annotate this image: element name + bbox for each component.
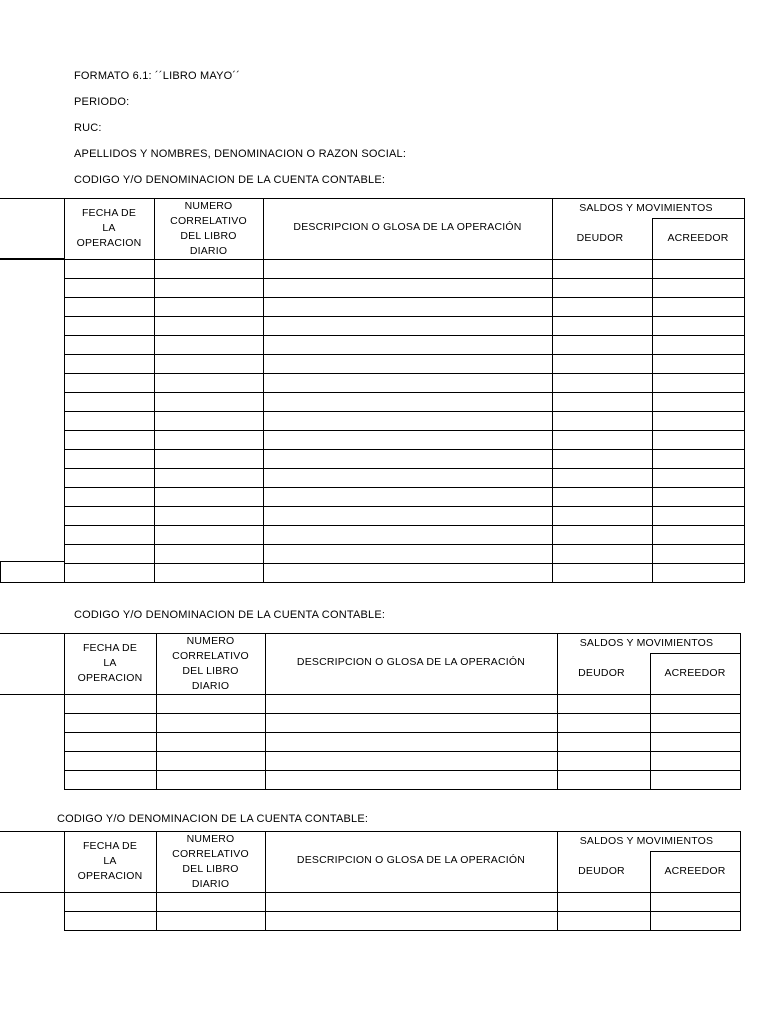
- table1-stub-header-bottom-2: [0, 258, 65, 259]
- table3-header-numero-line: DEL LIBRO: [182, 862, 239, 875]
- table2-header-fecha-line: LA: [103, 657, 117, 669]
- table-cell[interactable]: [553, 298, 652, 316]
- table-cell[interactable]: [264, 526, 552, 544]
- table2-top-border: [0, 633, 741, 634]
- table-cell[interactable]: [155, 260, 263, 278]
- table-cell[interactable]: [264, 469, 552, 487]
- table-cell[interactable]: [558, 714, 650, 732]
- table-cell[interactable]: [553, 488, 652, 506]
- table3-header-acreedor-line: ACREEDOR: [664, 865, 726, 877]
- table3-saldos-divider: [650, 851, 741, 852]
- table3-header-acreedor: [650, 864, 740, 879]
- table2-right-border: [740, 633, 741, 790]
- table3-header-numero: [153, 832, 268, 892]
- table-cell[interactable]: [65, 733, 156, 751]
- table3-header-saldos: [555, 834, 738, 849]
- table-cell[interactable]: [65, 260, 154, 278]
- table-cell[interactable]: [155, 355, 263, 373]
- table-cell[interactable]: [653, 393, 744, 411]
- table-cell[interactable]: [155, 393, 263, 411]
- table-cell[interactable]: [65, 469, 154, 487]
- table-cell[interactable]: [264, 507, 552, 525]
- section-2-cuenta-label: CODIGO Y/O DENOMINACION DE LA CUENTA CONTABLE:: [74, 609, 386, 621]
- table-cell[interactable]: [155, 545, 263, 563]
- table-cell[interactable]: [155, 412, 263, 430]
- table-cell[interactable]: [264, 488, 552, 506]
- table-cell[interactable]: [653, 317, 744, 335]
- cuenta-contable-label: CODIGO Y/O DENOMINACION DE LA CUENTA CONTABLE:: [74, 174, 386, 186]
- table-cell[interactable]: [553, 336, 652, 354]
- table2-header-descripcion-line: DESCRIPCION O GLOSA DE LA OPERACIÓN: [296, 656, 526, 668]
- table-cell[interactable]: [155, 336, 263, 354]
- table-cell[interactable]: [65, 912, 156, 930]
- table1-saldos-divider: [652, 218, 745, 219]
- table2-header-acreedor: [650, 666, 740, 681]
- razon-social-label: APELLIDOS Y NOMBRES, DENOMINACION O RAZON SOCIAL:: [74, 148, 407, 160]
- table3-header-fecha-line: LA: [103, 855, 117, 867]
- table3-header-descripcion-line: DESCRIPCION O GLOSA DE LA OPERACIÓN: [296, 854, 526, 866]
- table-cell[interactable]: [651, 733, 740, 751]
- table-cell[interactable]: [651, 714, 740, 732]
- table-cell[interactable]: [266, 695, 557, 713]
- table-cell[interactable]: [155, 469, 263, 487]
- table-cell[interactable]: [155, 317, 263, 335]
- table2-header-numero-line: CORRELATIVO: [172, 649, 249, 662]
- table1-header-numero-line: CORRELATIVO: [170, 214, 247, 227]
- table3-header-fecha-line: OPERACION: [77, 870, 143, 882]
- table-cell[interactable]: [65, 317, 154, 335]
- table1-header-numero: [151, 199, 266, 259]
- table-cell[interactable]: [651, 752, 740, 770]
- table-cell[interactable]: [653, 279, 744, 297]
- table1-header-descripcion-line: DESCRIPCION O GLOSA DE LA OPERACIÓN: [293, 221, 522, 233]
- ruc-label: RUC:: [74, 122, 102, 134]
- table-cell[interactable]: [155, 431, 263, 449]
- table-cell[interactable]: [553, 412, 652, 430]
- table3-header-fecha: [64, 839, 156, 884]
- table2-stub-top: [0, 633, 65, 634]
- table-cell[interactable]: [651, 912, 740, 930]
- table-cell[interactable]: [155, 507, 263, 525]
- table-cell[interactable]: [264, 260, 552, 278]
- table-cell[interactable]: [155, 488, 263, 506]
- table-cell[interactable]: [264, 336, 552, 354]
- table3-header-saldos-line: SALDOS Y MOVIMIENTOS: [579, 834, 714, 847]
- table-cell[interactable]: [65, 336, 154, 354]
- table2-header-numero-line: DEL LIBRO: [182, 664, 239, 677]
- table-cell[interactable]: [65, 374, 154, 392]
- table-cell[interactable]: [65, 488, 154, 506]
- table1-right-border: [744, 198, 745, 583]
- table3-header-numero-line: CORRELATIVO: [172, 847, 249, 860]
- table1-top-border: [0, 198, 745, 199]
- table-cell[interactable]: [264, 545, 552, 563]
- table-cell[interactable]: [266, 752, 557, 770]
- table-cell[interactable]: [653, 526, 744, 544]
- table-cell[interactable]: [653, 488, 744, 506]
- table-cell[interactable]: [155, 298, 263, 316]
- table-cell[interactable]: [65, 507, 154, 525]
- table1-header-deudor-line: DEUDOR: [576, 232, 624, 244]
- table-cell[interactable]: [553, 564, 652, 582]
- table-cell[interactable]: [266, 893, 557, 911]
- table-cell[interactable]: [65, 893, 156, 911]
- table1-header-numero-line: DIARIO: [189, 244, 228, 257]
- table-cell[interactable]: [558, 771, 650, 789]
- table-cell[interactable]: [553, 317, 652, 335]
- table1-stub-top: [0, 198, 65, 199]
- table-cell[interactable]: [65, 752, 156, 770]
- table2-header-deudor-line: DEUDOR: [578, 667, 625, 679]
- table-row-line: [64, 789, 741, 790]
- table2-header-deudor: [555, 666, 648, 681]
- table-cell[interactable]: [155, 564, 263, 582]
- table-cell[interactable]: [653, 564, 744, 582]
- table-cell[interactable]: [653, 355, 744, 373]
- table-cell[interactable]: [264, 393, 552, 411]
- table-cell[interactable]: [651, 695, 740, 713]
- table1-stub-last-row-top: [0, 561, 65, 562]
- table-cell[interactable]: [651, 771, 740, 789]
- table-cell[interactable]: [553, 469, 652, 487]
- table-cell[interactable]: [653, 374, 744, 392]
- table1-header-descripcion: [263, 220, 552, 235]
- table-cell[interactable]: [65, 695, 156, 713]
- table2-header-numero: [153, 634, 268, 694]
- table-cell[interactable]: [65, 526, 154, 544]
- table-cell[interactable]: [155, 450, 263, 468]
- table-cell[interactable]: [553, 393, 652, 411]
- periodo-label: PERIODO:: [74, 96, 130, 108]
- table-cell[interactable]: [155, 279, 263, 297]
- table1-header-saldos: [550, 201, 742, 216]
- table-cell[interactable]: [157, 695, 265, 713]
- table1-header-numero-line: DEL LIBRO: [180, 229, 237, 242]
- table-cell[interactable]: [65, 771, 156, 789]
- table-cell[interactable]: [157, 752, 265, 770]
- table-cell[interactable]: [558, 912, 650, 930]
- table-cell[interactable]: [65, 412, 154, 430]
- table1-header-fecha: [64, 206, 154, 251]
- table-cell[interactable]: [264, 412, 552, 430]
- table-cell[interactable]: [266, 912, 557, 930]
- table-cell[interactable]: [65, 355, 154, 373]
- table1-header-fecha-line: OPERACION: [76, 237, 142, 249]
- table-cell[interactable]: [653, 336, 744, 354]
- table-cell[interactable]: [653, 450, 744, 468]
- table-cell[interactable]: [553, 450, 652, 468]
- table-cell[interactable]: [264, 450, 552, 468]
- table1-header-numero-line: NUMERO: [184, 199, 233, 212]
- table1-stub-header-bottom: [0, 259, 65, 260]
- table-cell[interactable]: [266, 771, 557, 789]
- table3-header-deudor-line: DEUDOR: [578, 865, 625, 877]
- table1-header-acreedor: [652, 231, 744, 246]
- table-cell[interactable]: [653, 545, 744, 563]
- table-cell[interactable]: [157, 714, 265, 732]
- table-cell[interactable]: [651, 893, 740, 911]
- table-cell[interactable]: [558, 733, 650, 751]
- table2-header-saldos: [555, 636, 738, 651]
- table1-header-fecha-line: FECHA DE: [81, 207, 137, 219]
- table-cell[interactable]: [653, 469, 744, 487]
- table-cell[interactable]: [264, 298, 552, 316]
- table-cell[interactable]: [65, 714, 156, 732]
- table2-header-numero-line: DIARIO: [191, 679, 230, 692]
- table-cell[interactable]: [264, 317, 552, 335]
- table2-header-fecha-line: FECHA DE: [82, 642, 138, 654]
- table2-header-fecha: [64, 641, 156, 686]
- table-cell[interactable]: [65, 393, 154, 411]
- table-cell[interactable]: [65, 298, 154, 316]
- table2-header-numero-line: NUMERO: [186, 634, 235, 647]
- table2-saldos-divider: [650, 653, 741, 654]
- table3-header-fecha-line: FECHA DE: [82, 840, 138, 852]
- format-title: FORMATO 6.1: ´´LIBRO MAYO´´: [74, 70, 241, 82]
- table1-stub-bottom: [0, 582, 65, 583]
- table-cell[interactable]: [157, 771, 265, 789]
- table-row-line: [64, 582, 745, 583]
- table1-header-acreedor-line: ACREEDOR: [667, 232, 729, 244]
- table-cell[interactable]: [558, 695, 650, 713]
- table-cell[interactable]: [65, 564, 154, 582]
- table-cell[interactable]: [264, 564, 552, 582]
- table-cell[interactable]: [553, 526, 652, 544]
- table3-header-descripcion: [265, 853, 557, 868]
- section-3-cuenta-label: CODIGO Y/O DENOMINACION DE LA CUENTA CONTABLE:: [57, 813, 369, 825]
- table3-header-numero-line: NUMERO: [186, 832, 235, 845]
- table-cell[interactable]: [553, 507, 652, 525]
- table-cell[interactable]: [264, 374, 552, 392]
- table-cell[interactable]: [157, 893, 265, 911]
- table-cell[interactable]: [264, 431, 552, 449]
- table1-header-fecha-line: LA: [102, 222, 116, 234]
- table-cell[interactable]: [553, 355, 652, 373]
- table-cell[interactable]: [65, 450, 154, 468]
- table-cell[interactable]: [65, 431, 154, 449]
- table-cell[interactable]: [266, 714, 557, 732]
- table3-header-deudor: [555, 864, 648, 879]
- table-cell[interactable]: [553, 431, 652, 449]
- table-cell[interactable]: [264, 355, 552, 373]
- table-cell[interactable]: [653, 298, 744, 316]
- table-cell[interactable]: [553, 279, 652, 297]
- table3-top-border: [0, 831, 741, 832]
- table-cell[interactable]: [553, 545, 652, 563]
- table3-right-border: [740, 831, 741, 931]
- table-row-line: [64, 930, 741, 931]
- table-cell[interactable]: [65, 279, 154, 297]
- table2-header-descripcion: [265, 655, 557, 670]
- table1-header-saldos-line: SALDOS Y MOVIMIENTOS: [579, 201, 713, 214]
- table-cell[interactable]: [157, 733, 265, 751]
- table-cell[interactable]: [155, 374, 263, 392]
- table-cell[interactable]: [558, 752, 650, 770]
- table1-stub-left: [0, 561, 1, 583]
- table-cell[interactable]: [653, 431, 744, 449]
- table-cell[interactable]: [653, 412, 744, 430]
- table2-header-fecha-line: OPERACION: [77, 672, 143, 684]
- table-cell[interactable]: [157, 912, 265, 930]
- table-cell[interactable]: [558, 893, 650, 911]
- table2-header-saldos-line: SALDOS Y MOVIMIENTOS: [579, 636, 714, 649]
- table-cell[interactable]: [266, 733, 557, 751]
- table-cell[interactable]: [264, 279, 552, 297]
- table-cell[interactable]: [553, 374, 652, 392]
- table-cell[interactable]: [653, 507, 744, 525]
- table-cell[interactable]: [653, 260, 744, 278]
- table-cell[interactable]: [65, 545, 154, 563]
- table-cell[interactable]: [553, 260, 652, 278]
- table2-header-acreedor-line: ACREEDOR: [664, 667, 726, 679]
- table3-stub-top: [0, 831, 65, 832]
- table1-header-deudor: [550, 231, 650, 246]
- table-cell[interactable]: [155, 526, 263, 544]
- table3-header-numero-line: DIARIO: [191, 877, 230, 890]
